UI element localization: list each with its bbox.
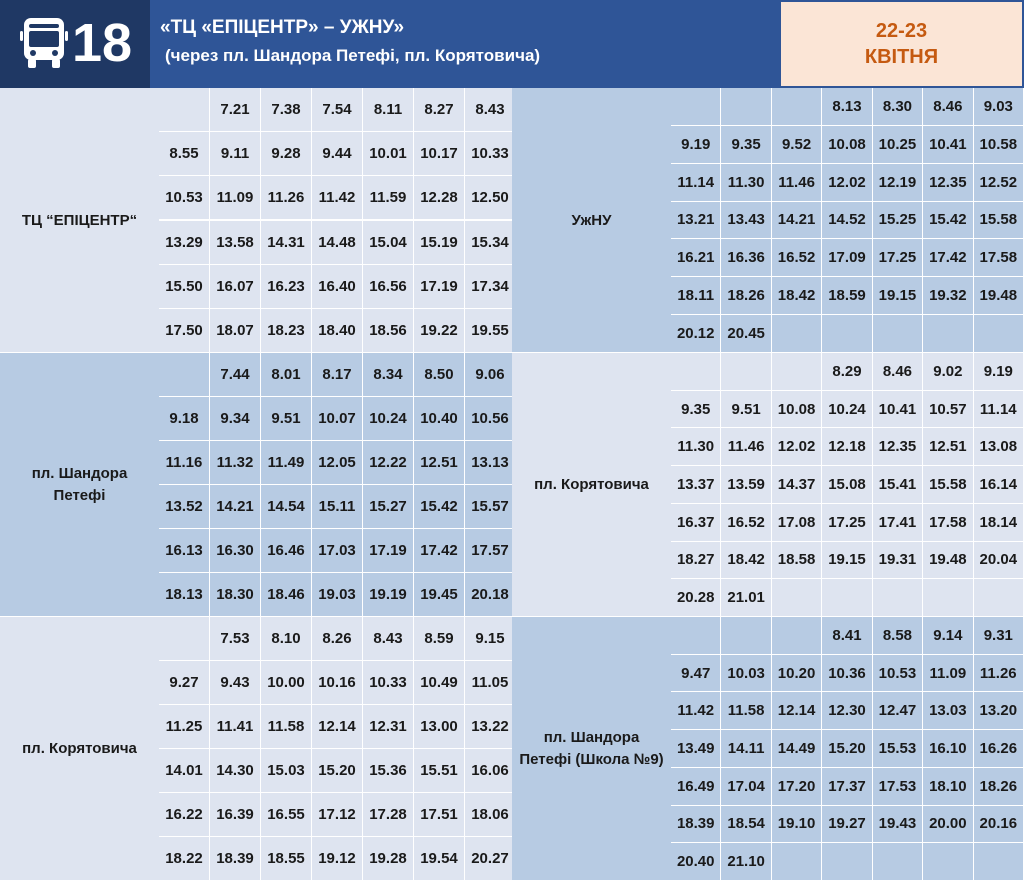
empty-cell: [671, 88, 721, 126]
departure-time: 17.53: [873, 768, 923, 806]
departure-time: 17.03: [312, 529, 363, 573]
departure-time: 10.53: [873, 655, 923, 693]
departure-time: 17.08: [772, 504, 822, 542]
departure-time: 8.29: [822, 353, 872, 391]
departure-time: 10.57: [923, 391, 973, 429]
departure-time: 18.26: [721, 277, 771, 315]
departure-time: 16.40: [312, 265, 363, 309]
departure-time: 18.23: [261, 309, 312, 353]
departure-time: 18.40: [312, 309, 363, 353]
departure-time: 14.37: [772, 466, 822, 504]
empty-cell: [974, 315, 1024, 353]
departure-time: 7.54: [312, 88, 363, 132]
departure-time: 11.58: [261, 705, 312, 749]
departure-time: 11.30: [671, 428, 721, 466]
departure-time: 20.16: [974, 806, 1024, 844]
departure-time: 18.10: [923, 768, 973, 806]
empty-cell: [721, 88, 771, 126]
departure-time: 18.26: [974, 768, 1024, 806]
departure-time: 10.16: [312, 661, 363, 705]
departure-time: 10.33: [363, 661, 414, 705]
empty-cell: [671, 617, 721, 655]
departure-time: 12.19: [873, 164, 923, 202]
departure-time: 13.20: [974, 692, 1024, 730]
empty-cell: [721, 353, 771, 391]
departure-time: 9.52: [772, 126, 822, 164]
departure-time: 18.11: [671, 277, 721, 315]
departure-time: 10.36: [822, 655, 872, 693]
departure-time: 12.52: [974, 164, 1024, 202]
departure-time: 12.05: [312, 441, 363, 485]
departure-time: 16.52: [772, 239, 822, 277]
departure-time: 15.20: [822, 730, 872, 768]
departure-time: 8.43: [465, 88, 516, 132]
departure-time: 16.30: [210, 529, 261, 573]
departure-time: 17.28: [363, 793, 414, 837]
departure-time: 8.13: [822, 88, 872, 126]
departure-time: 17.42: [414, 529, 465, 573]
departure-time: 16.49: [671, 768, 721, 806]
departure-time: 10.08: [822, 126, 872, 164]
departure-time: 17.57: [465, 529, 516, 573]
departure-time: 15.04: [363, 221, 414, 265]
stop-label: пл. Корятовича: [512, 353, 671, 617]
departure-time: 19.31: [873, 542, 923, 580]
route-title: «ТЦ «ЕПІЦЕНТР» – УЖНУ»: [160, 17, 405, 38]
departure-time: 12.22: [363, 441, 414, 485]
departure-time: 15.20: [312, 749, 363, 793]
empty-cell: [772, 617, 822, 655]
departure-time: 13.00: [414, 705, 465, 749]
departure-time: 12.50: [465, 176, 516, 220]
departure-time: 10.24: [822, 391, 872, 429]
departure-time: 8.10: [261, 617, 312, 661]
empty-cell: [923, 843, 973, 881]
departure-time: 12.51: [414, 441, 465, 485]
departure-time: 12.31: [363, 705, 414, 749]
departure-time: 14.11: [721, 730, 771, 768]
departure-time: 15.36: [363, 749, 414, 793]
empty-cell: [772, 579, 822, 617]
departure-time: 15.34: [465, 221, 516, 265]
departure-time: 12.18: [822, 428, 872, 466]
date-month: КВІТНЯ: [864, 46, 939, 68]
departure-time: 9.11: [210, 132, 261, 176]
departure-time: 16.46: [261, 529, 312, 573]
departure-time: 14.21: [210, 485, 261, 529]
departure-time: 13.21: [671, 202, 721, 240]
departure-time: 18.42: [721, 542, 771, 580]
departure-time: 19.19: [363, 573, 414, 617]
departure-time: 14.21: [772, 202, 822, 240]
empty-cell: [822, 579, 872, 617]
departure-time: 8.01: [261, 353, 312, 397]
departure-time: 11.42: [312, 176, 363, 220]
departure-time: 21.10: [721, 843, 771, 881]
departure-time: 11.26: [974, 655, 1024, 693]
departure-time: 11.14: [974, 391, 1024, 429]
departure-time: 11.26: [261, 176, 312, 220]
departure-time: 9.51: [261, 397, 312, 441]
departure-time: 19.15: [822, 542, 872, 580]
departure-time: 12.28: [414, 176, 465, 220]
departure-time: 10.56: [465, 397, 516, 441]
departure-time: 16.10: [923, 730, 973, 768]
departure-time: 12.51: [923, 428, 973, 466]
departure-time: 10.07: [312, 397, 363, 441]
departure-time: 17.25: [822, 504, 872, 542]
departure-time: 15.53: [873, 730, 923, 768]
departure-time: 20.12: [671, 315, 721, 353]
departure-time: 15.03: [261, 749, 312, 793]
route-number: 18: [72, 13, 133, 73]
departure-time: 16.26: [974, 730, 1024, 768]
departure-time: 12.14: [312, 705, 363, 749]
departure-time: 14.01: [159, 749, 210, 793]
route-number-box: [0, 0, 150, 88]
departure-time: 15.25: [873, 202, 923, 240]
departure-time: 14.54: [261, 485, 312, 529]
departure-time: 15.58: [923, 466, 973, 504]
departure-time: 10.33: [465, 132, 516, 176]
empty-cell: [772, 843, 822, 881]
departure-time: 18.07: [210, 309, 261, 353]
departure-time: 9.02: [923, 353, 973, 391]
departure-time: 17.58: [974, 239, 1024, 277]
departure-time: 18.39: [671, 806, 721, 844]
departure-time: 17.12: [312, 793, 363, 837]
departure-time: 10.49: [414, 661, 465, 705]
departure-time: 8.50: [414, 353, 465, 397]
departure-time: 10.58: [974, 126, 1024, 164]
departure-time: 13.43: [721, 202, 771, 240]
empty-cell: [159, 88, 210, 132]
departure-time: 19.48: [974, 277, 1024, 315]
departure-time: 9.34: [210, 397, 261, 441]
departure-time: 16.07: [210, 265, 261, 309]
departure-time: 11.30: [721, 164, 771, 202]
departure-time: 19.55: [465, 309, 516, 353]
date-days: 22-23: [875, 20, 928, 42]
departure-time: 18.27: [671, 542, 721, 580]
departure-time: 14.52: [822, 202, 872, 240]
departure-time: 10.08: [772, 391, 822, 429]
departure-time: 16.52: [721, 504, 771, 542]
departure-time: 20.28: [671, 579, 721, 617]
departure-time: 16.36: [721, 239, 771, 277]
empty-cell: [772, 88, 822, 126]
departure-time: 9.47: [671, 655, 721, 693]
departure-time: 15.42: [414, 485, 465, 529]
departure-time: 16.22: [159, 793, 210, 837]
stop-label: пл. Шандора Петефі (Школа №9): [512, 617, 671, 881]
route-title-box: [150, 0, 779, 88]
departure-time: 14.48: [312, 221, 363, 265]
departure-time: 18.39: [210, 837, 261, 881]
departure-time: 17.50: [159, 309, 210, 353]
departure-time: 8.17: [312, 353, 363, 397]
departure-time: 11.05: [465, 661, 516, 705]
departure-time: 18.42: [772, 277, 822, 315]
date-box: [779, 0, 1024, 88]
departure-time: 10.17: [414, 132, 465, 176]
departure-time: 20.18: [465, 573, 516, 617]
route-via: (через пл. Шандора Петефі, пл. Корятовича): [165, 46, 541, 65]
departure-time: 18.59: [822, 277, 872, 315]
departure-time: 11.42: [671, 692, 721, 730]
departure-time: 15.58: [974, 202, 1024, 240]
departure-time: 12.02: [772, 428, 822, 466]
departure-time: 13.59: [721, 466, 771, 504]
departure-time: 9.15: [465, 617, 516, 661]
departure-time: 11.41: [210, 705, 261, 749]
departure-time: 13.03: [923, 692, 973, 730]
departure-time: 15.11: [312, 485, 363, 529]
empty-cell: [873, 579, 923, 617]
empty-cell: [873, 315, 923, 353]
departure-time: 15.27: [363, 485, 414, 529]
departure-time: 12.14: [772, 692, 822, 730]
departure-time: 10.40: [414, 397, 465, 441]
empty-cell: [822, 315, 872, 353]
departure-time: 10.53: [159, 176, 210, 220]
departure-time: 14.49: [772, 730, 822, 768]
departure-time: 8.34: [363, 353, 414, 397]
departure-time: 14.30: [210, 749, 261, 793]
empty-cell: [772, 315, 822, 353]
departure-time: 11.16: [159, 441, 210, 485]
departure-time: 18.06: [465, 793, 516, 837]
departure-time: 19.12: [312, 837, 363, 881]
departure-time: 11.46: [721, 428, 771, 466]
empty-cell: [671, 353, 721, 391]
departure-time: 15.57: [465, 485, 516, 529]
departure-time: 18.13: [159, 573, 210, 617]
departure-time: 17.04: [721, 768, 771, 806]
departure-time: 8.58: [873, 617, 923, 655]
departure-time: 21.01: [721, 579, 771, 617]
departure-time: 16.23: [261, 265, 312, 309]
departure-time: 12.35: [923, 164, 973, 202]
empty-cell: [873, 843, 923, 881]
departure-time: 11.14: [671, 164, 721, 202]
departure-time: 17.34: [465, 265, 516, 309]
departure-time: 8.46: [873, 353, 923, 391]
departure-time: 13.13: [465, 441, 516, 485]
departure-time: 9.27: [159, 661, 210, 705]
departure-time: 17.41: [873, 504, 923, 542]
stop-label: пл. Шандора Петефі: [0, 353, 159, 617]
departure-time: 8.11: [363, 88, 414, 132]
departure-time: 8.30: [873, 88, 923, 126]
departure-time: 18.58: [772, 542, 822, 580]
departure-time: 9.51: [721, 391, 771, 429]
departure-time: 7.53: [210, 617, 261, 661]
departure-time: 20.00: [923, 806, 973, 844]
departure-time: 12.30: [822, 692, 872, 730]
departure-time: 10.41: [923, 126, 973, 164]
departure-time: 20.40: [671, 843, 721, 881]
departure-time: 20.45: [721, 315, 771, 353]
departure-time: 9.03: [974, 88, 1024, 126]
departure-time: 19.32: [923, 277, 973, 315]
stop-label: пл. Корятовича: [0, 617, 159, 881]
schedule-header: [0, 0, 1024, 88]
departure-time: 18.22: [159, 837, 210, 881]
departure-time: 16.14: [974, 466, 1024, 504]
departure-time: 8.26: [312, 617, 363, 661]
departure-time: 18.30: [210, 573, 261, 617]
departure-time: 11.09: [923, 655, 973, 693]
empty-cell: [721, 617, 771, 655]
departure-time: 9.35: [721, 126, 771, 164]
departure-time: 8.27: [414, 88, 465, 132]
departure-time: 9.14: [923, 617, 973, 655]
stop-label: ТЦ “ЕПІЦЕНТР“: [0, 88, 159, 353]
departure-time: 18.14: [974, 504, 1024, 542]
departure-time: 14.31: [261, 221, 312, 265]
departure-time: 11.09: [210, 176, 261, 220]
departure-time: 13.52: [159, 485, 210, 529]
departure-time: 17.58: [923, 504, 973, 542]
departure-time: 19.54: [414, 837, 465, 881]
departure-time: 19.22: [414, 309, 465, 353]
departure-time: 13.08: [974, 428, 1024, 466]
empty-cell: [974, 843, 1024, 881]
departure-time: 12.02: [822, 164, 872, 202]
departure-time: 17.19: [363, 529, 414, 573]
departure-time: 19.10: [772, 806, 822, 844]
departure-time: 11.49: [261, 441, 312, 485]
departure-time: 10.00: [261, 661, 312, 705]
departure-time: 9.19: [671, 126, 721, 164]
departure-time: 12.35: [873, 428, 923, 466]
departure-time: 18.46: [261, 573, 312, 617]
departure-time: 7.21: [210, 88, 261, 132]
empty-cell: [159, 617, 210, 661]
departure-time: 17.51: [414, 793, 465, 837]
departure-time: 10.01: [363, 132, 414, 176]
departure-time: 10.24: [363, 397, 414, 441]
departure-time: 15.08: [822, 466, 872, 504]
departure-time: 11.32: [210, 441, 261, 485]
departure-time: 15.50: [159, 265, 210, 309]
departure-time: 19.27: [822, 806, 872, 844]
departure-time: 13.37: [671, 466, 721, 504]
departure-time: 9.18: [159, 397, 210, 441]
departure-time: 16.56: [363, 265, 414, 309]
departure-time: 9.31: [974, 617, 1024, 655]
departure-time: 10.25: [873, 126, 923, 164]
empty-cell: [974, 579, 1024, 617]
departure-time: 20.27: [465, 837, 516, 881]
departure-time: 10.20: [772, 655, 822, 693]
departure-time: 10.41: [873, 391, 923, 429]
departure-time: 19.43: [873, 806, 923, 844]
departure-time: 15.51: [414, 749, 465, 793]
departure-time: 16.13: [159, 529, 210, 573]
bus-icon: [20, 16, 68, 70]
departure-time: 8.43: [363, 617, 414, 661]
departure-time: 7.44: [210, 353, 261, 397]
departure-time: 18.55: [261, 837, 312, 881]
departure-time: 11.58: [721, 692, 771, 730]
empty-cell: [159, 353, 210, 397]
departure-time: 7.38: [261, 88, 312, 132]
departure-time: 17.09: [822, 239, 872, 277]
departure-time: 16.55: [261, 793, 312, 837]
departure-time: 19.15: [873, 277, 923, 315]
departure-time: 12.47: [873, 692, 923, 730]
departure-time: 13.29: [159, 221, 210, 265]
departure-time: 17.25: [873, 239, 923, 277]
departure-time: 9.19: [974, 353, 1024, 391]
departure-time: 9.28: [261, 132, 312, 176]
departure-time: 16.39: [210, 793, 261, 837]
departure-time: 13.22: [465, 705, 516, 749]
departure-time: 9.44: [312, 132, 363, 176]
empty-cell: [923, 579, 973, 617]
departure-time: 9.35: [671, 391, 721, 429]
departure-time: 9.06: [465, 353, 516, 397]
departure-time: 9.43: [210, 661, 261, 705]
departure-time: 11.46: [772, 164, 822, 202]
departure-time: 19.03: [312, 573, 363, 617]
departure-time: 19.48: [923, 542, 973, 580]
empty-cell: [772, 353, 822, 391]
departure-time: 16.06: [465, 749, 516, 793]
departure-time: 17.20: [772, 768, 822, 806]
departure-time: 16.37: [671, 504, 721, 542]
departure-time: 20.04: [974, 542, 1024, 580]
departure-time: 13.49: [671, 730, 721, 768]
departure-time: 15.19: [414, 221, 465, 265]
departure-time: 13.58: [210, 221, 261, 265]
departure-time: 15.42: [923, 202, 973, 240]
empty-cell: [822, 843, 872, 881]
departure-time: 19.45: [414, 573, 465, 617]
departure-time: 10.03: [721, 655, 771, 693]
departure-time: 11.59: [363, 176, 414, 220]
departure-time: 15.41: [873, 466, 923, 504]
departure-time: 11.25: [159, 705, 210, 749]
empty-cell: [923, 315, 973, 353]
departure-time: 19.28: [363, 837, 414, 881]
departure-time: 17.42: [923, 239, 973, 277]
departure-time: 8.46: [923, 88, 973, 126]
stop-label: УжНУ: [512, 88, 671, 353]
departure-time: 8.55: [159, 132, 210, 176]
departure-time: 18.54: [721, 806, 771, 844]
departure-time: 8.59: [414, 617, 465, 661]
departure-time: 16.21: [671, 239, 721, 277]
departure-time: 17.19: [414, 265, 465, 309]
departure-time: 17.37: [822, 768, 872, 806]
departure-time: 18.56: [363, 309, 414, 353]
departure-time: 8.41: [822, 617, 872, 655]
